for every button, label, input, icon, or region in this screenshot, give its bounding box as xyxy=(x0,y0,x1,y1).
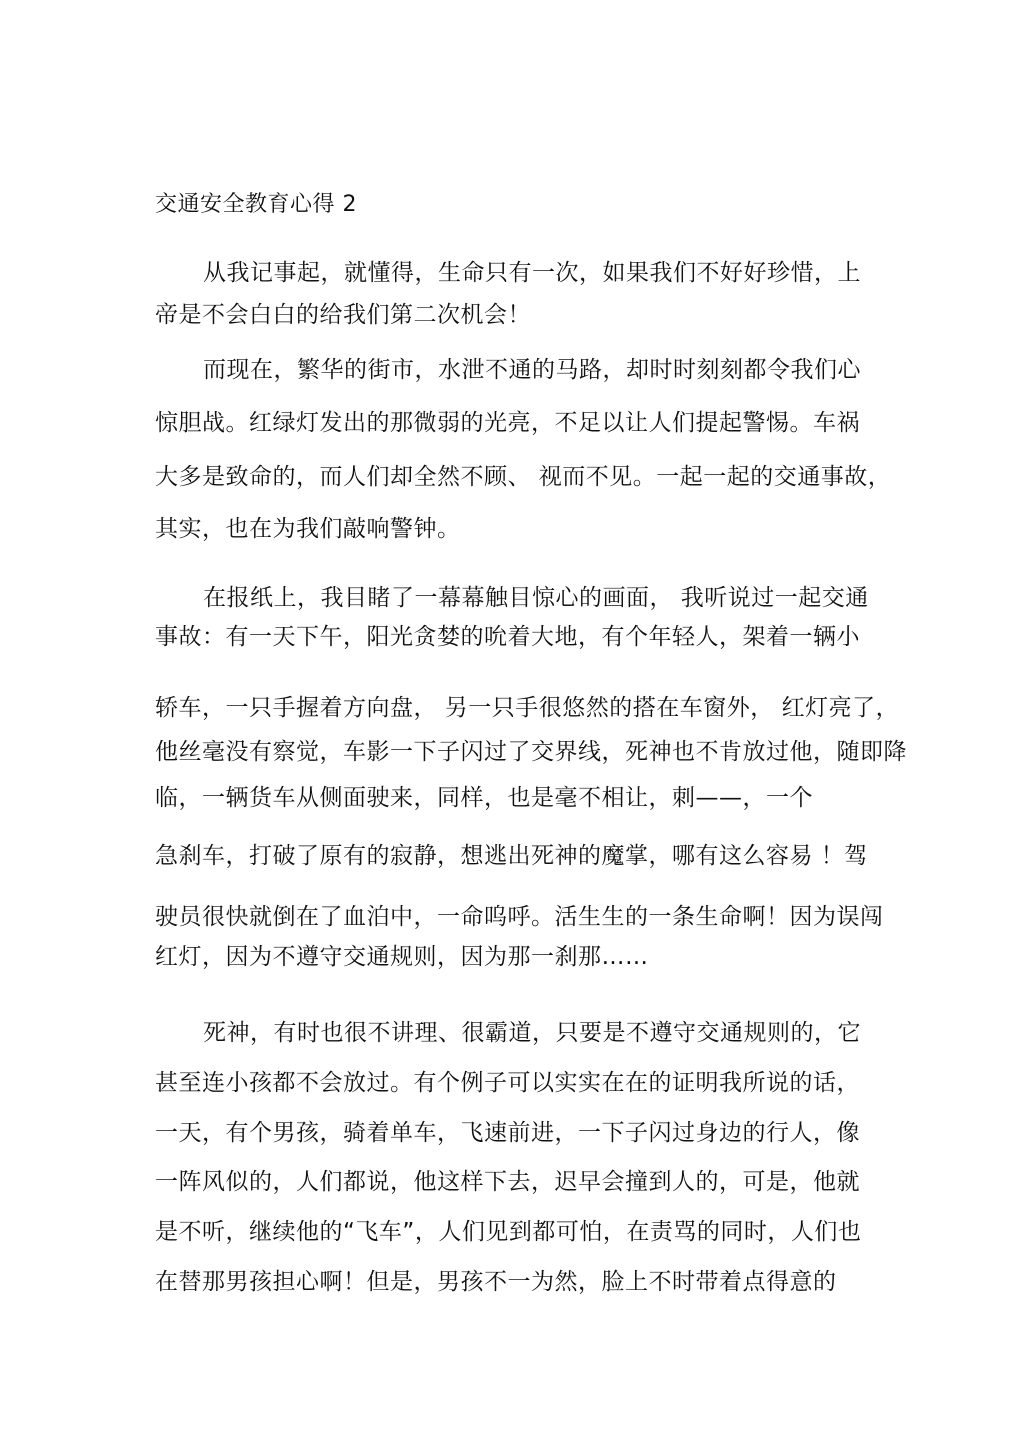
paragraph-line: 甚至连小孩都不会放过。有个例子可以实实在在的证明我所说的话， xyxy=(155,1070,860,1096)
paragraph-line: 其实，也在为我们敲响警钟。 xyxy=(155,516,461,542)
paragraph-line: 临，一辆货车从侧面驶来，同样，也是毫不相让，刺——，一个 xyxy=(155,785,813,811)
paragraph-line: 帝是不会白白的给我们第二次机会！ xyxy=(155,302,531,328)
paragraph-line: 在替那男孩担心啊！但是，男孩不一为然，脸上不时带着点得意的 xyxy=(155,1269,837,1295)
paragraph-line: 一天，有个男孩，骑着单车，飞速前进，一下子闪过身边的行人，像 xyxy=(155,1120,860,1146)
paragraph-line: 从我记事起，就懂得，生命只有一次，如果我们不好好珍惜，上 xyxy=(203,260,861,286)
paragraph-line: 红灯，因为不遵守交通规则，因为那一刹那…… xyxy=(155,944,649,970)
paragraph-line: 在报纸上，我目睹了一幕幕触目惊心的画面， 我听说过一起交通 xyxy=(203,585,869,611)
paragraph-line: 大多是致命的，而人们却全然不顾、 视而不见。一起一起的交通事故， xyxy=(155,464,892,490)
paragraph-line: 事故：有一天下午，阳光贪婪的吮着大地，有个年轻人，架着一辆小 xyxy=(155,624,860,650)
paragraph-line: 而现在，繁华的街市，水泄不通的马路，却时时刻刻都令我们心 xyxy=(203,357,861,383)
paragraph-line: 死神，有时也很不讲理、很霸道，只要是不遵守交通规则的，它 xyxy=(203,1020,861,1046)
document-title: 交通安全教育心得 2 xyxy=(155,192,357,217)
paragraph-line: 驶员很快就倒在了血泊中，一命呜呼。活生生的一条生命啊！因为误闯 xyxy=(155,904,884,930)
paragraph-line: 一阵风似的，人们都说，他这样下去，迟早会撞到人的，可是，他就 xyxy=(155,1169,860,1195)
paragraph-line: 轿车，一只手握着方向盘， 另一只手很悠然的搭在车窗外， 红灯亮了， xyxy=(155,695,900,721)
paragraph-line: 惊胆战。红绿灯发出的那微弱的光亮，不足以让人们提起警惕。车祸 xyxy=(155,410,860,436)
paragraph-line: 急刹车，打破了原有的寂静，想逃出死神的魔掌，哪有这么容易 ！驾 xyxy=(155,843,868,869)
paragraph-line: 是不听，继续他的“飞车”，人们见到都可怕，在责骂的同时，人们也 xyxy=(155,1219,862,1245)
paragraph-line: 他丝毫没有察觉，车影一下子闪过了交界线，死神也不肯放过他，随即降 xyxy=(155,739,907,765)
